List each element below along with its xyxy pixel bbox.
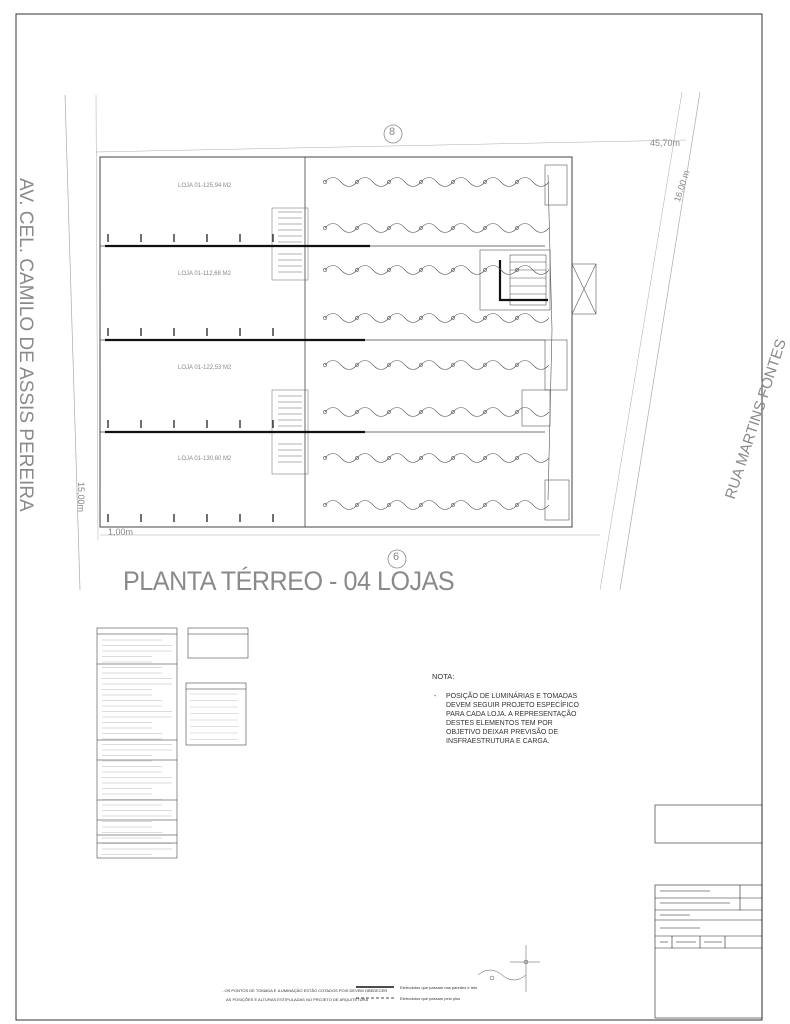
note-bullet: -	[434, 692, 437, 700]
note-text: POSIÇÃO DE LUMINÁRIAS E TOMADAS DEVEM SEGUIR PROJETO ESPECÍFICO PARA CADA LOJA. A REPRESENTAÇÃO DESTES ELEMENTOS TEM POR OBJETIVO DEIXAR PREVISÃO DE INSFRAESTRUTURA E CARGA.	[446, 692, 579, 746]
legend-label-floor: Eletrodutos que passam pelo piso	[400, 996, 461, 1001]
street-name-left: AV. CEL. CAMILO DE ASSIS PEREIRA	[15, 178, 36, 512]
circuit-detail-diagram	[478, 945, 540, 992]
building-outline	[100, 157, 572, 527]
note-block	[432, 672, 582, 746]
note-item	[432, 692, 582, 747]
symbol-legend-table	[186, 683, 246, 745]
feeder-conduits	[105, 246, 548, 432]
dimension-right: 16,00 m	[672, 169, 692, 204]
service-core	[480, 165, 569, 520]
footer-remark-line-2: AS POSIÇÕES E ALTURAS ESTIPULADAS NO PROJETO DE ARQUITETURA	[226, 997, 369, 1002]
dimension-left: 15,00m	[76, 482, 86, 513]
dimension-bottom-left: 1,00m	[108, 527, 134, 537]
load-table-left	[97, 628, 177, 858]
stair-upper	[272, 208, 308, 280]
axis-label-bottom: 6	[393, 551, 400, 563]
note-title: NOTA:	[432, 672, 455, 681]
room-label: LOJA 01-130,60 M2	[178, 456, 232, 462]
footer-remark-line-1: - OS PONTOS DE TOMADA E ILUMINAÇÃO ESTÃO COTADOS POIS DEVEM OBEDECER	[222, 988, 388, 993]
dimension-top: 45,70m	[650, 138, 681, 148]
axis-label-top: 8	[389, 126, 396, 138]
room-label: LOJA 01-112,68 M2	[178, 271, 231, 277]
site-line-right-2	[600, 92, 682, 590]
lighting-circuits	[108, 175, 552, 522]
title-block-text-lines	[660, 891, 730, 942]
site-line-right	[620, 92, 700, 590]
street-name-right: RUA MARTINS FONTES	[722, 336, 790, 502]
load-table-right-top	[188, 628, 248, 658]
elevator-shaft	[572, 264, 596, 314]
load-table-rows	[102, 640, 172, 855]
riser-conduit	[548, 175, 552, 500]
site-line-left-2	[96, 95, 98, 540]
legend-label-wall: Eletrodutos que passam nas paredes e teto	[400, 985, 478, 990]
symbol-legend-rows	[190, 694, 238, 740]
room-label: LOJA 01-122,53 M2	[178, 365, 232, 371]
site-line-left	[65, 95, 80, 590]
room-label: LOJA 01-125,94 M2	[178, 183, 232, 189]
plan-title: PLANTA TÉRREO - 04 LOJAS	[123, 566, 455, 596]
sheet-border	[16, 14, 762, 1020]
dimension-line-top	[96, 140, 686, 152]
title-block	[655, 805, 762, 1018]
shop-dividers	[100, 157, 545, 527]
